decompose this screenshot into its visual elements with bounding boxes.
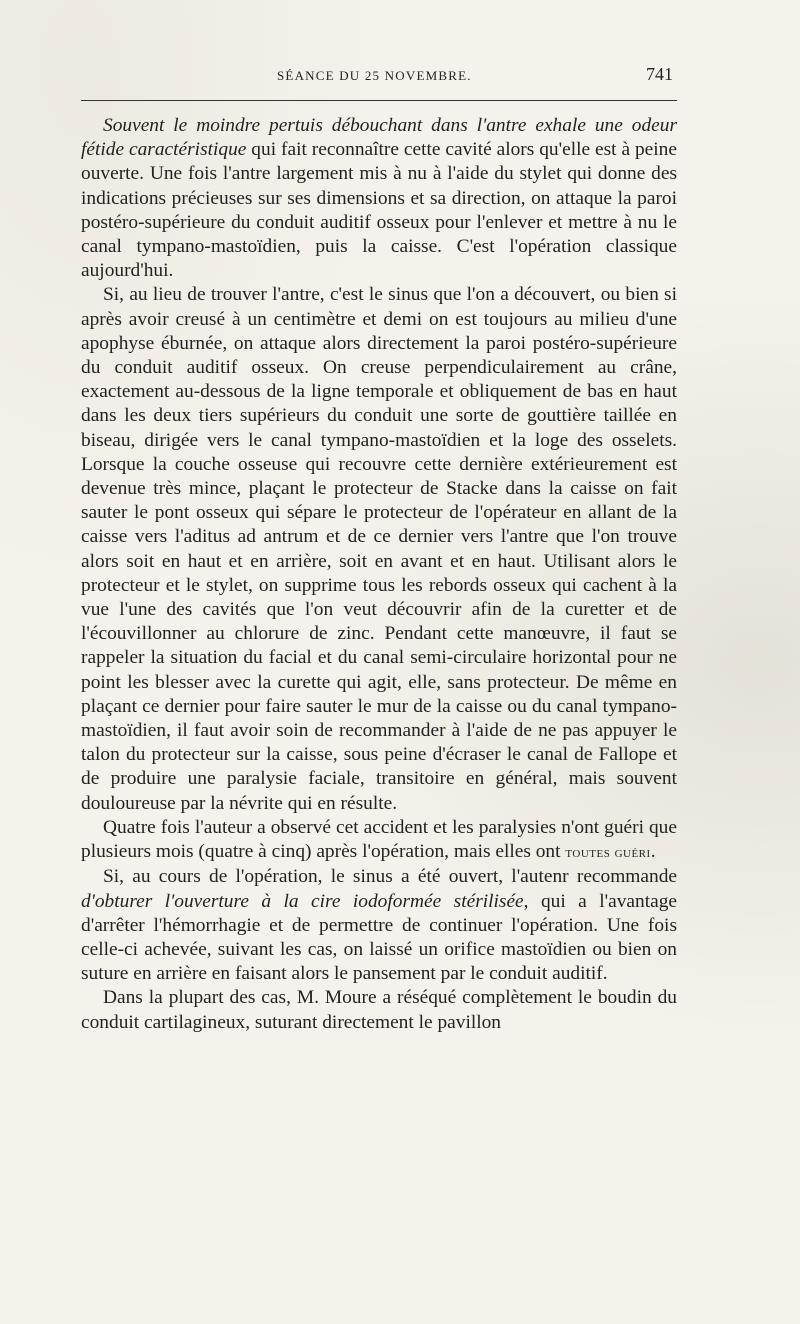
paragraph-5-body: Dans la plupart des cas, M. Moure a réséqué complètement le boudin du conduit cartilagineux, suturant directement le pavillon bbox=[81, 987, 677, 1033]
paragraph-4-italic: d'obturer l'ouverture à la cire iodoformée stérilisée bbox=[81, 890, 524, 912]
paragraph-4-body-end: , qui a l'avantage d'arrêter l'hémorrhagie et de permettre de continuer l'opération. Une fois celle-ci achevée, suivant les cas, on laissé un orifice mastoïdien ou bien on suture en arrière en faisant alors le pansement par le conduit auditif. bbox=[81, 890, 678, 985]
paragraph-2-body: Si, au lieu de trouver l'antre, c'est le sinus que l'on a découvert, ou bien si après avoir creusé à un centimètre et demi on est toujours au milieu d'une apophyse éburnée, on attaque alors directement la paroi postéro-supérieure du conduit auditif osseux. On creuse perpendiculairement au crâne, exactement au-dessous de la ligne temporale et obliquement de bas en haut dans les deux tiers supérieurs du conduit une sorte de gouttière taillée en biseau, dirigée vers le canal tympano-mastoïdien et la loge des osselets. Lorsque la couche osseuse qui recouvre cette dernière extérieurement est devenue très mince, plaçant le protecteur de Stacke dans la caisse on fait sauter le pont osseux qui sépare le protecteur de l'opérateur en allant de la caisse vers l'aditus ad antrum et de ce dernier vers l'antre que l'on trouve alors soit en haut et en arrière, soit en avant et en haut. Utilisant alors le protecteur et le stylet, on supprime tous les rebords osseux qui cachent à la vue l'une des cavités que l'on veut découvrir afin de la curetter et de l'écouvillonner au chlorure de zinc. Pendant cette manœuvre, il faut se rappeler la situation du facial et du canal semi-circulaire horizontal pour ne point les blesser avec la curette qui agit, elle, sans protecteur. De même en plaçant ce dernier pour faire sauter le mur de la caisse ou du canal tympano-mastoïdien, il faut avoir soin de recommander à l'aide de ne pas appuyer le talon du protecteur sur la caisse, sous peine d'écraser le canal de Fallope et de produire une paralysie faciale, transitoire en général, mais souvent douloureuse par la névrite qui en résulte. bbox=[81, 284, 677, 814]
page-number: 741 bbox=[646, 64, 673, 84]
paragraph-3 bbox=[81, 816, 677, 865]
paragraph-1-italic-lead: Souvent le moindre pertuis débouchant dans l'antre exhale une odeur fétide caractéristique bbox=[81, 115, 677, 161]
page-header bbox=[81, 64, 677, 92]
paragraph-1 bbox=[81, 114, 677, 283]
running-title: SÉANCE DU 25 NOVEMBRE. bbox=[277, 68, 472, 83]
paragraph-1-body: qui fait reconnaître cette cavité alors qu'elle est à peine ouverte. Une fois l'antre largement mis à nu à l'aide du stylet qui donne des indications précieuses sur ses dimensions et sa direction, on attaque la paroi postéro-supérieure du conduit auditif osseux pour l'enlever et mettre à nu le canal tympano-mastoïdien, puis la caisse. C'est l'opération classique aujourd'hui. bbox=[81, 139, 677, 282]
paragraph-5 bbox=[81, 986, 677, 1034]
paragraph-3-end: . bbox=[650, 841, 656, 863]
paragraph-4 bbox=[81, 865, 677, 986]
paragraph-3-body: Quatre fois l'auteur a observé cet accident et les paralysies n'ont guéri que plusieurs mois (quatre à cinq) après l'opération, mais elles ont bbox=[81, 816, 677, 863]
paragraph-4-body-start: Si, au cours de l'opération, le sinus a été ouvert, l'autenr recommande bbox=[103, 866, 677, 888]
paragraph-3-smallcaps: toutes guéri bbox=[565, 845, 651, 862]
paragraph-2 bbox=[81, 283, 677, 815]
header-rule bbox=[81, 100, 677, 101]
body-text bbox=[81, 114, 677, 1035]
